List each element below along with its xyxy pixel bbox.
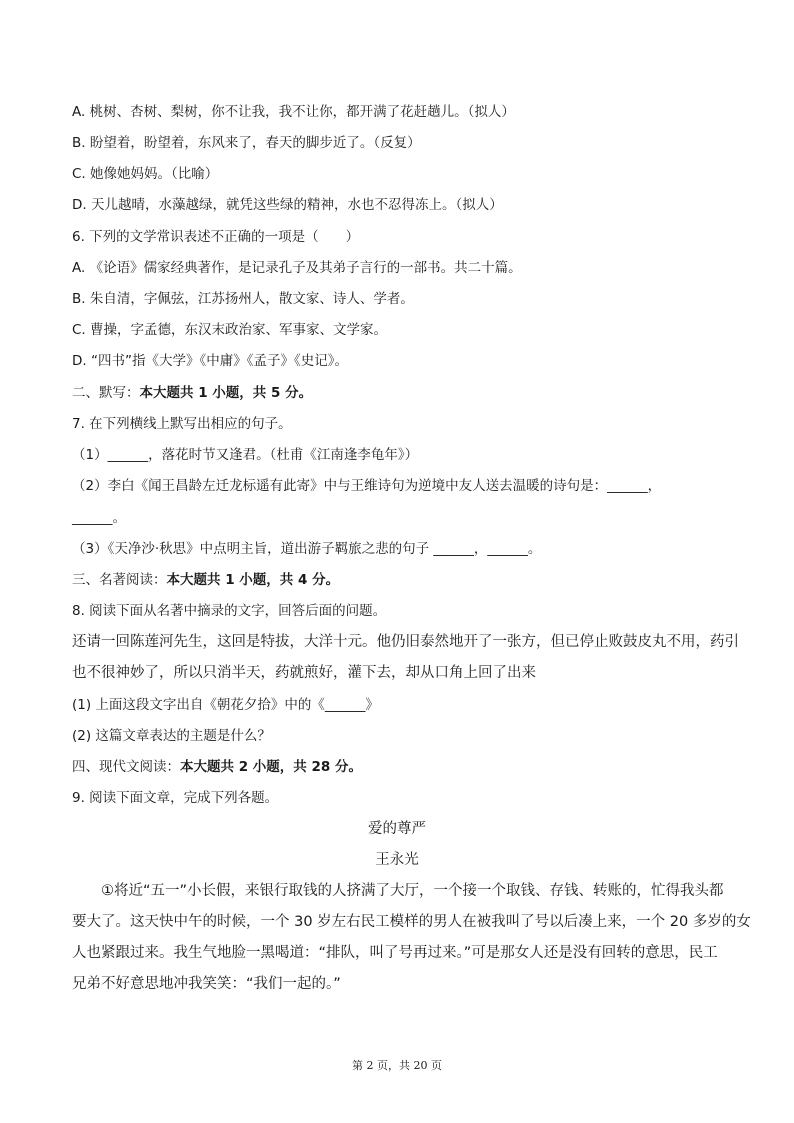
q5-option-c: C. 她像她妈妈。（比喻） (72, 166, 219, 182)
section-4-heading (72, 757, 362, 777)
q6-option-b: B. 朱自清，字佩弦，江苏扬州人，散文家、诗人、学者。 (72, 291, 414, 307)
article-author: 王永光 (375, 852, 419, 868)
article-paragraph-line: 兄弟不好意思地冲我笑笑：“我们一起的。” (72, 976, 341, 992)
section-label: 二、默写： (72, 385, 140, 401)
page-footer: 第 2 页，共 20 页 (352, 1059, 442, 1072)
q5-option-a: A. 桃树、杏树、梨树，你不让我，我不让你，都开满了花赶趟儿。（拟人） (72, 104, 515, 120)
article-title: 爱的尊严 (368, 821, 426, 837)
section-desc: 本大题共 2 小题，共 28 分。 (180, 759, 362, 775)
article-paragraph-line: 人也紧跟过来。我生气地脸一黑喝道：“排队，叫了号再过来。”可是那女人还是没有回转的意思，民工 (72, 945, 718, 961)
q6-stem: 6. 下列的文学常识表述不正确的一项是（ ） (72, 229, 360, 245)
q8-sub-2: (2) 这篇文章表达的主题是什么？ (72, 728, 271, 744)
q6-option-d: D. “四书”指《大学》《中庸》《孟子》《史记》。 (72, 353, 348, 369)
q7-item-2: （2）李白《闻王昌龄左迁龙标遥有此寄》中与王维诗句为逆境中友人送去温暖的诗句是：______， (72, 478, 662, 494)
section-desc: 本大题共 1 小题，共 4 分。 (166, 572, 340, 588)
q7-item-2-cont: ______。 (72, 510, 126, 526)
section-label: 四、现代文阅读： (72, 759, 180, 775)
section-label: 三、名著阅读： (72, 572, 167, 588)
q6-option-a: A. 《论语》儒家经典著作，是记录孔子及其弟子言行的一部书。共二十篇。 (72, 260, 522, 276)
section-3-heading (72, 570, 339, 590)
q8-excerpt-line-2: 也不很神妙了，所以只消半天，药就煎好，灌下去，却从口角上回了出来 (72, 665, 536, 681)
q8-sub-1: (1) 上面这段文字出自《朝花夕拾》中的《______》 (72, 697, 379, 713)
q6-option-c: C. 曹操，字孟德，东汉末政治家、军事家、文学家。 (72, 322, 388, 338)
section-desc: 本大题共 1 小题，共 5 分。 (139, 385, 313, 401)
article-paragraph-line: 要大了。这天快中午的时候，一个 30 岁左右民工模样的男人在被我叫了号以后凑上来，一个 20 多岁的女 (72, 914, 751, 930)
q5-option-d: D. 天儿越晴，水藻越绿，就凭这些绿的精神，水也不忍得冻上。（拟人） (72, 197, 503, 213)
q8-excerpt-line-1: 还请一回陈莲河先生，这回是特拔，大洋十元。他仍旧泰然地开了一张方，但已停止败鼓皮丸不用，药引 (72, 634, 739, 650)
q7-stem: 7. 在下列横线上默写出相应的句子。 (72, 416, 292, 432)
article-paragraph-line: ①将近“五一”小长假，来银行取钱的人挤满了大厅，一个接一个取钱、存钱、转账的，忙得我头都 (72, 883, 724, 899)
q7-item-3: （3）《天净沙·秋思》中点明主旨，道出游子羁旅之悲的句子 ______，______。 (72, 541, 542, 557)
section-2-heading (72, 383, 312, 403)
q8-stem: 8. 阅读下面从名著中摘录的文字，回答后面的问题。 (72, 603, 387, 619)
q7-item-1: （1）______，落花时节又逢君。（杜甫《江南逢李龟年》） (72, 447, 419, 463)
q5-option-b: B. 盼望着，盼望着，东风来了，春天的脚步近了。（反复） (72, 135, 421, 151)
q9-stem: 9. 阅读下面文章，完成下列各题。 (72, 790, 279, 806)
